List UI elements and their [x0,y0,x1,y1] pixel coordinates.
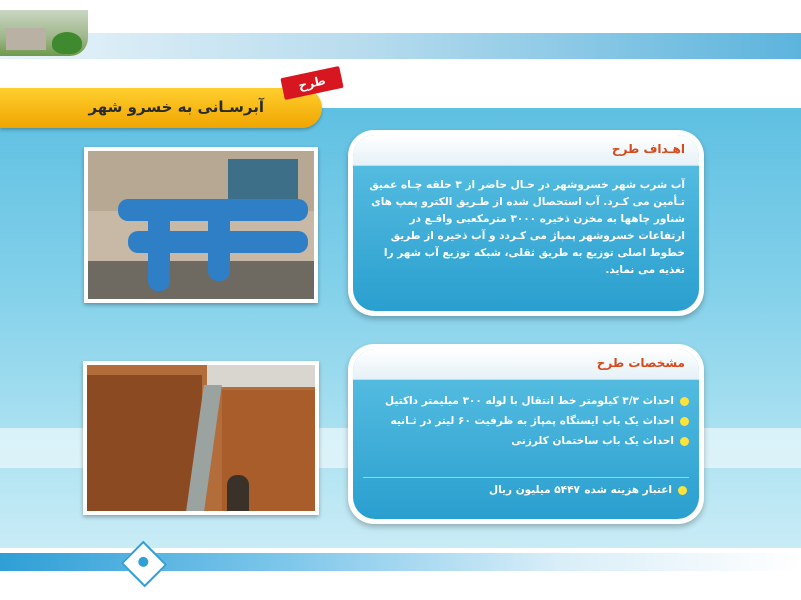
trench-worker [227,475,249,511]
trench-soil-left [87,375,202,511]
top-banner [0,33,801,59]
bullet-icon [678,486,687,495]
bullet-icon [680,417,689,426]
logo-tree [52,32,82,54]
pump-station-photo [84,147,318,303]
budget-label [584,484,687,496]
spec-text: احداث ۳/۳ کیلومتر خط انتقال با لوله ۳۰۰ میلیمتر داکتیل [385,395,674,407]
specs-card-header [353,349,699,380]
specs-heading: مشخصات طرح [596,356,685,370]
specs-card [348,344,704,524]
specs-list [369,391,689,451]
budget-value: ۵۴۴۷ میلیون ریال [489,484,580,496]
goals-body: آب شرب شهر خسروشهر در حـال حاضر از ۳ حلقه چـاه عمیق تـأمین می کـرد. آب استحصال شده از طـریق الکترو پمپ های شناور چاهها به مخزن ذخیره ۳۰۰۰ مترمکعبی واقـع در ارتفاعات خسروشهر پمپاژ می کـردد و آب ذخیره از طریق خطوط اصلی توزیع به طریق ثقلی، شبکه توزیع آب شهر را تغذیه می نماید. [369,179,685,276]
goals-heading: اهـداف طرح [611,142,685,156]
budget-row [363,477,689,500]
goals-card-header [353,135,699,166]
logo-dot [136,555,150,569]
photo-floor [88,261,314,299]
list-item [369,411,689,431]
page-title: آبرسـانی به خسرو شهر [88,98,264,116]
specs-card-panel [353,349,699,519]
photo-window [228,159,298,199]
logo-building [6,28,46,50]
project-tag: طرح [280,66,343,100]
trench-sky [207,365,315,387]
pipe-shape [148,211,170,291]
goals-card [348,130,704,316]
building-landscape-logo [0,10,88,56]
top-margin [0,0,801,33]
list-item [369,431,689,451]
spec-text: احداث یک باب ایستگاه پمپاژ به ظرفیت ۶۰ لیتر در ثـانیه [390,415,674,427]
title-bar [0,88,322,128]
pipe-shape [208,211,230,281]
bullet-icon [680,437,689,446]
budget-label-text: اعتبار هزینه شده [584,484,672,496]
pipeline-trench-photo [83,361,319,515]
list-item [369,391,689,411]
goals-card-panel [353,135,699,311]
spec-text: احداث یک باب ساختمان کلرزنی [511,435,674,447]
bullet-icon [680,397,689,406]
